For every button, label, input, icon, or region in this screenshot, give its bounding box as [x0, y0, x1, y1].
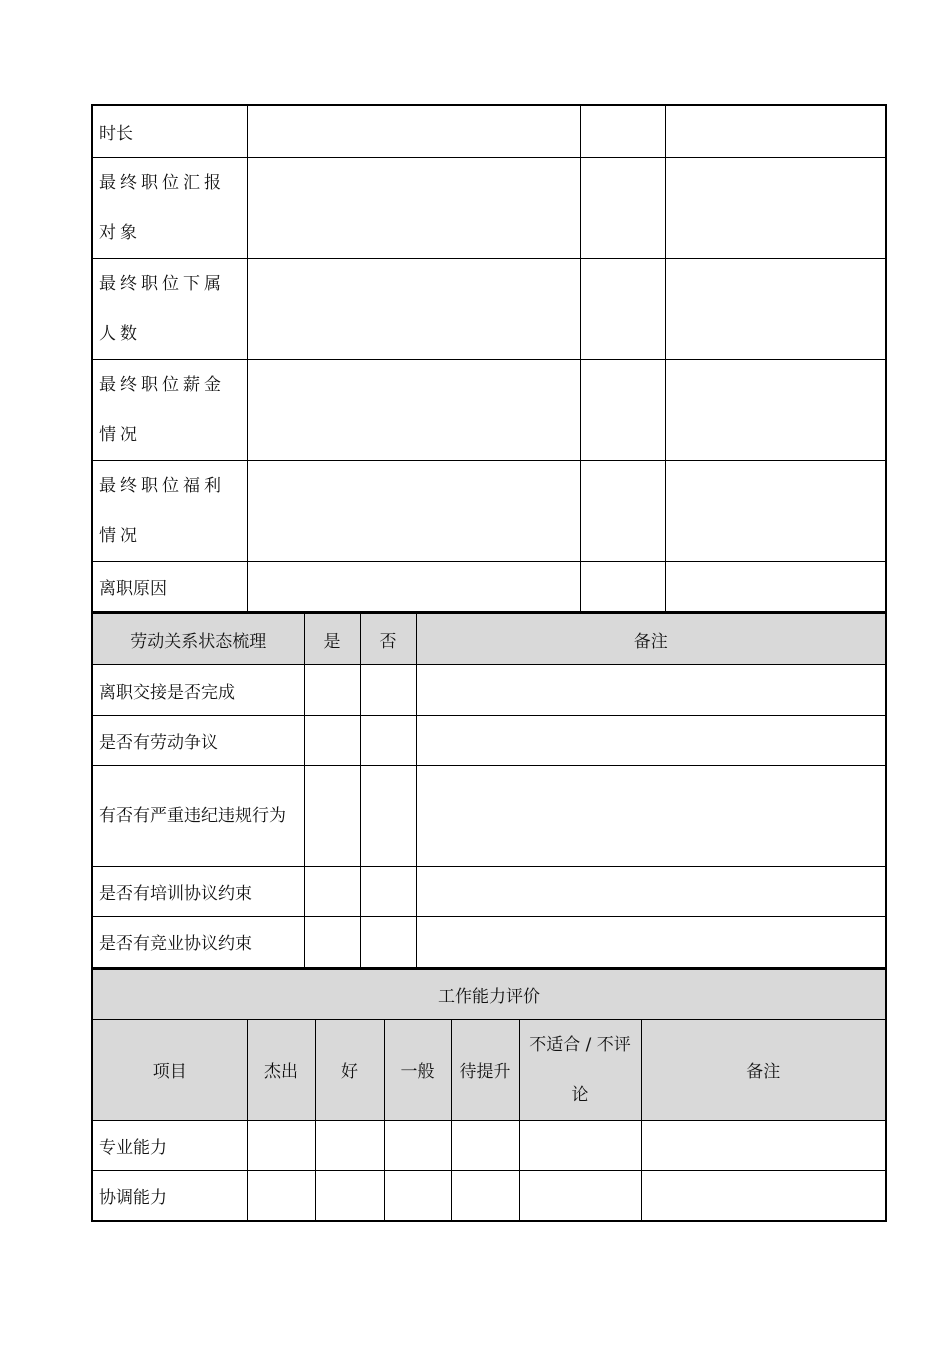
value-cell[interactable]	[665, 105, 886, 157]
rating-cell[interactable]	[451, 1120, 519, 1170]
no-cell[interactable]	[360, 716, 416, 766]
value-cell[interactable]	[665, 359, 886, 460]
remark-cell[interactable]	[641, 1170, 886, 1221]
row-label: 离职原因	[92, 561, 247, 612]
rating-cell[interactable]	[315, 1170, 384, 1221]
value-cell[interactable]	[580, 258, 665, 359]
remark-cell[interactable]	[416, 766, 886, 867]
header-remark: 备注	[641, 1019, 886, 1120]
yes-cell[interactable]	[304, 917, 360, 968]
no-cell[interactable]	[360, 766, 416, 867]
row-label: 有否有严重违纪违规行为	[92, 766, 304, 867]
header-remark: 备注	[416, 614, 886, 665]
value-cell[interactable]	[580, 460, 665, 561]
table-row	[92, 917, 886, 968]
row-label: 最终职位汇报对象	[92, 157, 247, 258]
no-cell[interactable]	[360, 665, 416, 716]
header-good: 好	[315, 1019, 384, 1120]
yes-cell[interactable]	[304, 716, 360, 766]
value-cell[interactable]	[580, 105, 665, 157]
row-label: 最终职位福利情况	[92, 460, 247, 561]
table-row	[92, 258, 886, 359]
table-row	[92, 157, 886, 258]
labor-status-table	[91, 613, 887, 969]
position-info-table	[91, 104, 887, 613]
evaluation-form	[91, 104, 885, 1222]
rating-cell[interactable]	[247, 1170, 315, 1221]
table-row	[92, 665, 886, 716]
rating-cell[interactable]	[519, 1170, 641, 1221]
rating-cell[interactable]	[247, 1120, 315, 1170]
table-row	[92, 766, 886, 867]
section-title-row	[92, 969, 886, 1019]
rating-cell[interactable]	[384, 1170, 451, 1221]
value-cell[interactable]	[665, 157, 886, 258]
header-improve: 待提升	[451, 1019, 519, 1120]
row-label: 离职交接是否完成	[92, 665, 304, 716]
row-label: 协调能力	[92, 1170, 247, 1221]
header-item: 项目	[92, 1019, 247, 1120]
yes-cell[interactable]	[304, 766, 360, 867]
table-row	[92, 867, 886, 917]
value-cell[interactable]	[665, 460, 886, 561]
section-title: 工作能力评价	[92, 969, 886, 1019]
table-row	[92, 1170, 886, 1221]
table-row	[92, 716, 886, 766]
value-cell[interactable]	[580, 359, 665, 460]
row-label: 是否有劳动争议	[92, 716, 304, 766]
row-label: 最终职位薪金情况	[92, 359, 247, 460]
no-cell[interactable]	[360, 867, 416, 917]
row-label: 最终职位下属人数	[92, 258, 247, 359]
value-cell[interactable]	[580, 157, 665, 258]
table-row	[92, 359, 886, 460]
value-cell[interactable]	[247, 359, 580, 460]
row-label: 专业能力	[92, 1120, 247, 1170]
remark-cell[interactable]	[416, 665, 886, 716]
remark-cell[interactable]	[641, 1120, 886, 1170]
rating-cell[interactable]	[315, 1120, 384, 1170]
remark-cell[interactable]	[416, 867, 886, 917]
remark-cell[interactable]	[416, 917, 886, 968]
header-not-applicable: 不适合 / 不评论	[519, 1019, 641, 1120]
table-header-row	[92, 614, 886, 665]
row-label: 是否有培训协议约束	[92, 867, 304, 917]
rating-cell[interactable]	[519, 1120, 641, 1170]
table-header-row	[92, 1019, 886, 1120]
value-cell[interactable]	[247, 105, 580, 157]
table-row	[92, 105, 886, 157]
value-cell[interactable]	[247, 561, 580, 612]
header-outstanding: 杰出	[247, 1019, 315, 1120]
yes-cell[interactable]	[304, 665, 360, 716]
table-row	[92, 561, 886, 612]
header-item: 劳动关系状态梳理	[92, 614, 304, 665]
value-cell[interactable]	[247, 258, 580, 359]
table-row	[92, 460, 886, 561]
table-row	[92, 1120, 886, 1170]
header-no: 否	[360, 614, 416, 665]
value-cell[interactable]	[580, 561, 665, 612]
value-cell[interactable]	[247, 157, 580, 258]
row-label: 是否有竞业协议约束	[92, 917, 304, 968]
rating-cell[interactable]	[451, 1170, 519, 1221]
value-cell[interactable]	[247, 460, 580, 561]
remark-cell[interactable]	[416, 716, 886, 766]
rating-cell[interactable]	[384, 1120, 451, 1170]
value-cell[interactable]	[665, 561, 886, 612]
header-average: 一般	[384, 1019, 451, 1120]
header-yes: 是	[304, 614, 360, 665]
value-cell[interactable]	[665, 258, 886, 359]
ability-evaluation-table	[91, 969, 887, 1223]
yes-cell[interactable]	[304, 867, 360, 917]
row-label: 时长	[92, 105, 247, 157]
no-cell[interactable]	[360, 917, 416, 968]
